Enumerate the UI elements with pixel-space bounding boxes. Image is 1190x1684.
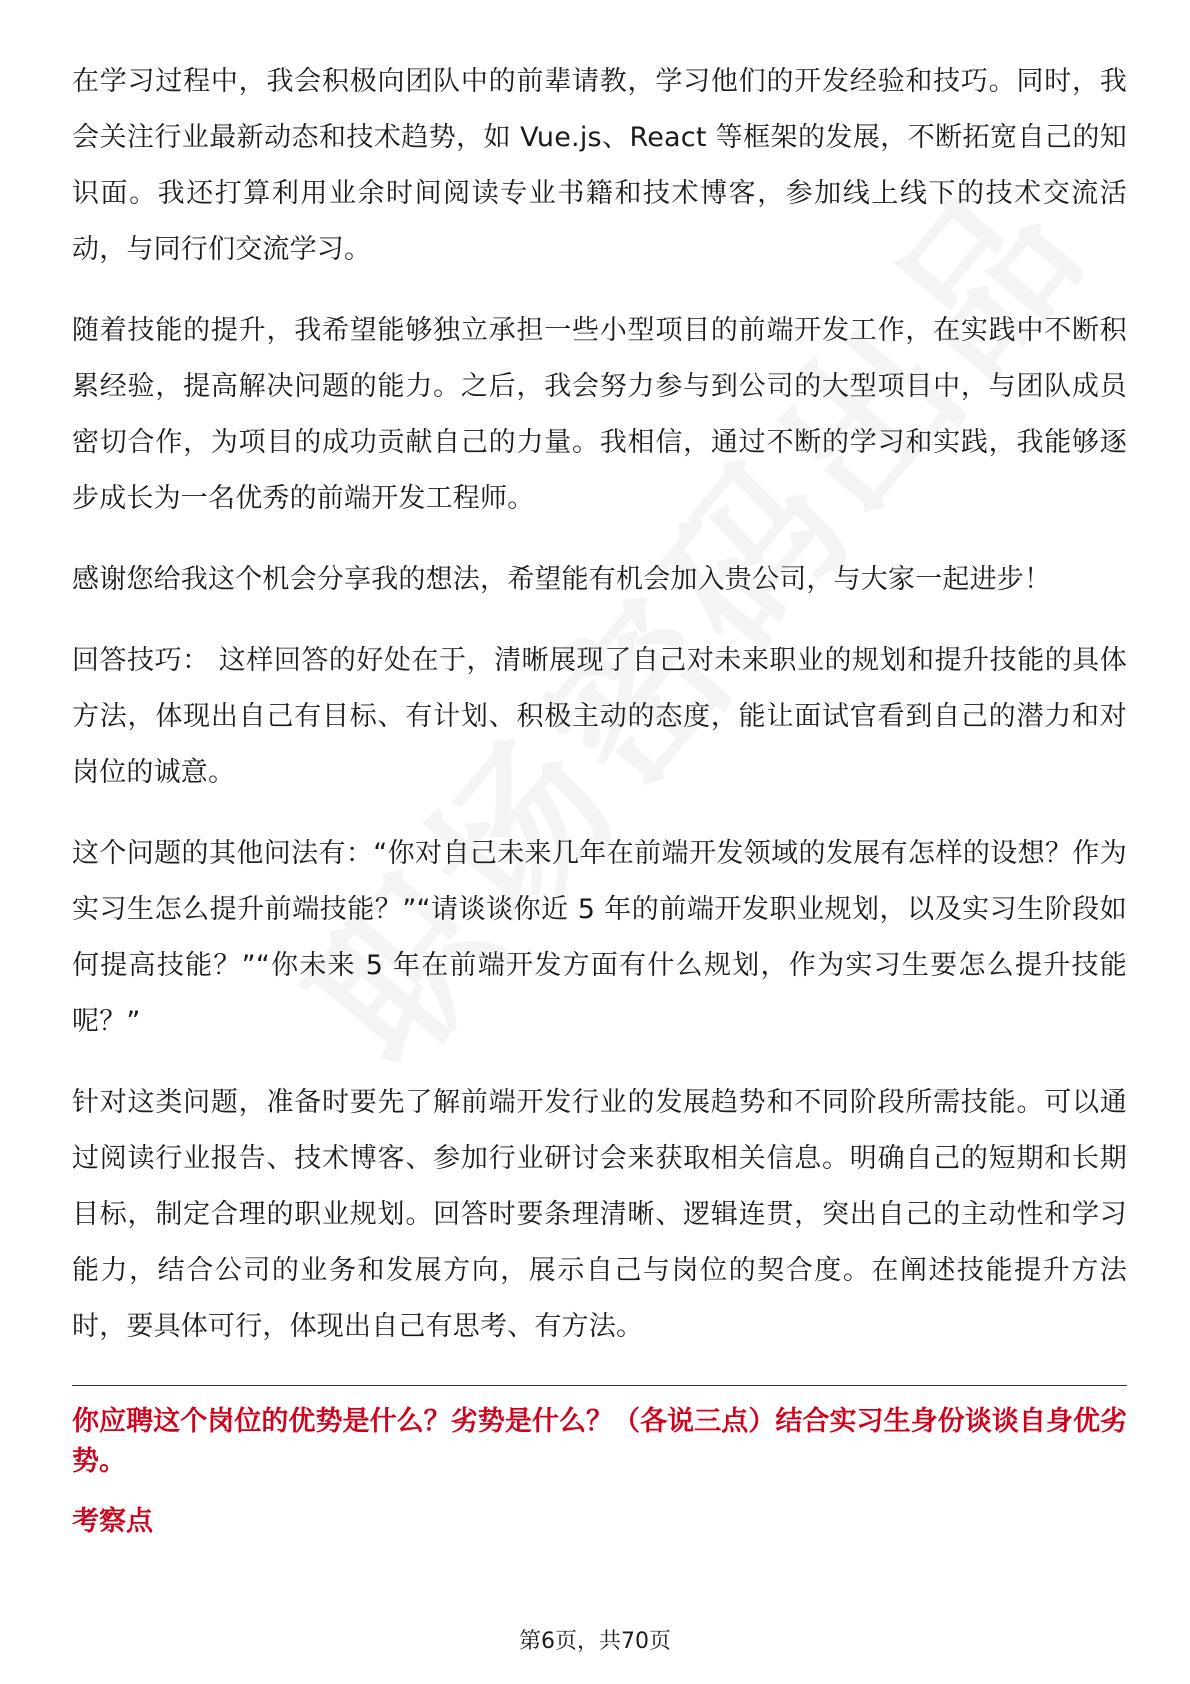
next-section-label: 考察点 — [72, 1506, 153, 1537]
page-content — [72, 54, 1127, 1542]
paragraph-preparation-advice: 针对这类问题，准备时要先了解前端开发行业的发展趋势和不同阶段所需技能。可以通过阅读行业报告、技术博客、参加行业研讨会来获取相关信息。明确自己的短期和长期目标，制定合理的职业规划。回答时要条理清晰、逻辑连贯，突出自己的主动性和学习能力，结合公司的业务和发展方向，展示自己与岗位的契合度。在阐述技能提升方法时，要具体可行，体现出自己有思考、有方法。 — [72, 1087, 1127, 1342]
section-divider — [72, 1385, 1127, 1386]
page-footer: 第6页，共70页 — [519, 1629, 671, 1654]
paragraph-thanks: 感谢您给我这个机会分享我的想法，希望能有机会加入贵公司，与大家一起进步！ — [72, 564, 1052, 595]
paragraph-learning-process: 在学习过程中，我会积极向团队中的前辈请教，学习他们的开发经验和技巧。同时，我会关注行业最新动态和技术趋势，如 Vue.js、React 等框架的发展，不断拓宽自己的知识面。我还打算利用业余时间阅读专业书籍和技术博客，参加线上线下的技术交流活动，与同行们交流学习。 — [72, 66, 1127, 265]
paragraph-answer-tips: 回答技巧： 这样回答的好处在于，清晰展现了自己对未来职业的规划和提升技能的具体方法，体现出自己有目标、有计划、积极主动的态度，能让面试官看到自己的潜力和对岗位的诚意。 — [72, 645, 1127, 788]
paragraph-skill-growth: 随着技能的提升，我希望能够独立承担一些小型项目的前端开发工作，在实践中不断积累经验，提高解决问题的能力。之后，我会努力参与到公司的大型项目中，与团队成员密切合作，为项目的成功贡献自己的力量。我相信，通过不断的学习和实践，我能够逐步成长为一名优秀的前端开发工程师。 — [72, 315, 1127, 514]
next-question-title: 你应聘这个岗位的优势是什么？劣势是什么？（各说三点）结合实习生身份谈谈自身优劣势。 — [72, 1406, 1127, 1477]
paragraph-alternative-questions: 这个问题的其他问法有：“你对自己未来几年在前端开发领域的发展有怎样的设想？作为实习生怎么提升前端技能？”“请谈谈你近 5 年的前端开发职业规划，以及实习生阶段如何提高技能？”“你未来 5 年在前端开发方面有什么规划，作为实习生要怎么提升技能呢？” — [72, 838, 1127, 1037]
